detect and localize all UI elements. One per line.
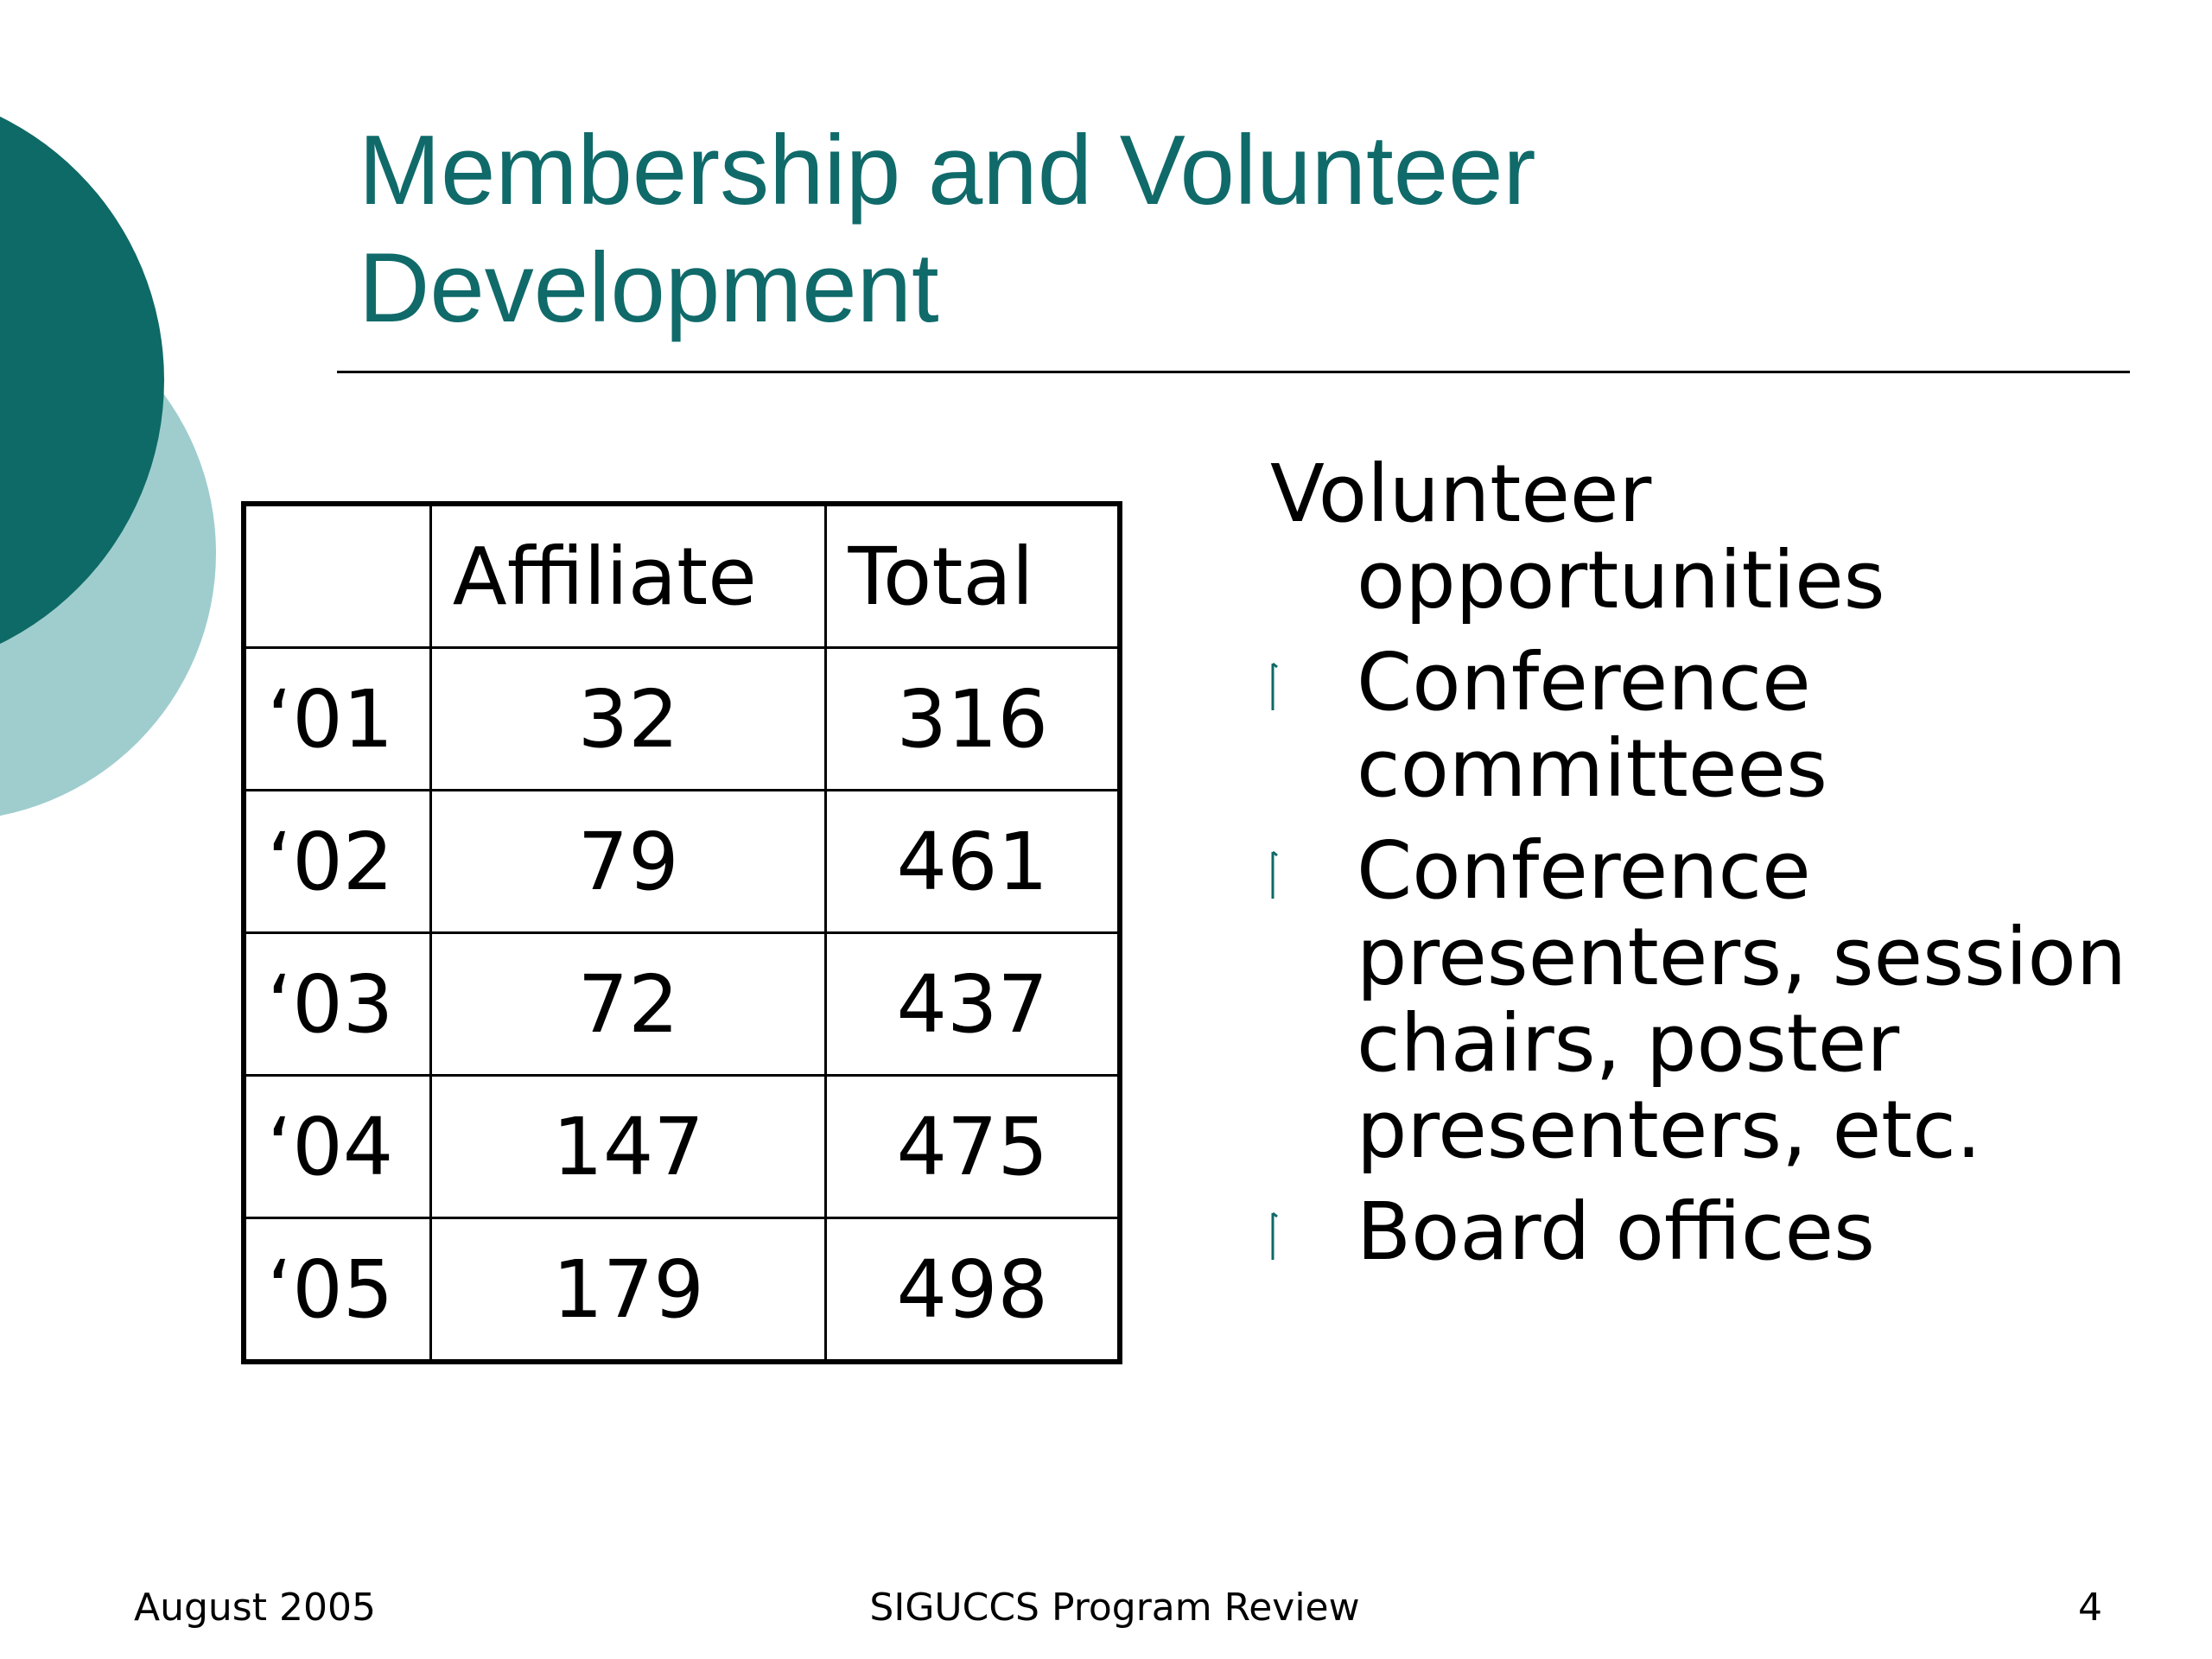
- cell-affiliate: 72: [430, 933, 826, 1076]
- title-line-2: Development: [359, 233, 939, 343]
- decorative-circles: [0, 0, 259, 899]
- thin-bar-bullet-icon: [1270, 850, 1279, 900]
- header-cell-year: [244, 504, 430, 648]
- list-item-text: Conference presenters, session chairs, poster presenters, etc.: [1357, 824, 2127, 1176]
- header-cell-affiliate: Affiliate: [430, 504, 826, 648]
- footer-title: SIGUCCS Program Review: [869, 1586, 1360, 1630]
- membership-table: [241, 501, 1122, 1364]
- cell-year: ‘02: [244, 791, 430, 933]
- table-row: [244, 1218, 1120, 1363]
- list-item-text: Board offices: [1357, 1185, 1875, 1278]
- cell-total: 316: [826, 648, 1120, 791]
- cell-year: ‘03: [244, 933, 430, 1076]
- bullet-heading: Volunteer opportunities: [1270, 448, 1885, 626]
- table-row: [244, 1076, 1120, 1218]
- header-cell-total: Total: [826, 504, 1120, 648]
- slide-number: 4: [2078, 1586, 2102, 1630]
- list-item: [1270, 1185, 2169, 1278]
- cell-affiliate: 79: [430, 791, 826, 933]
- slide-title: [359, 112, 2069, 347]
- footer-date: August 2005: [134, 1586, 376, 1630]
- cell-year: ‘05: [244, 1218, 430, 1363]
- title-line-1: Membership and Volunteer: [359, 116, 1536, 226]
- list-item: [1270, 636, 2169, 815]
- table-row: [244, 648, 1120, 791]
- thin-bar-bullet-icon: [1270, 662, 1279, 712]
- title-divider: [337, 371, 2130, 373]
- table-row: [244, 933, 1120, 1076]
- cell-affiliate: 179: [430, 1218, 826, 1363]
- list-item-text: Conference committees: [1357, 636, 1827, 815]
- cell-affiliate: 147: [430, 1076, 826, 1218]
- thin-bar-bullet-icon: [1270, 1211, 1279, 1262]
- cell-total: 498: [826, 1218, 1120, 1363]
- cell-affiliate: 32: [430, 648, 826, 791]
- table-header-row: [244, 504, 1120, 648]
- cell-total: 437: [826, 933, 1120, 1076]
- volunteer-bullets: [1270, 448, 2169, 1291]
- cell-total: 475: [826, 1076, 1120, 1218]
- cell-year: ‘01: [244, 648, 430, 791]
- table-row: [244, 791, 1120, 933]
- cell-total: 461: [826, 791, 1120, 933]
- cell-year: ‘04: [244, 1076, 430, 1218]
- list-item: [1270, 824, 2169, 1176]
